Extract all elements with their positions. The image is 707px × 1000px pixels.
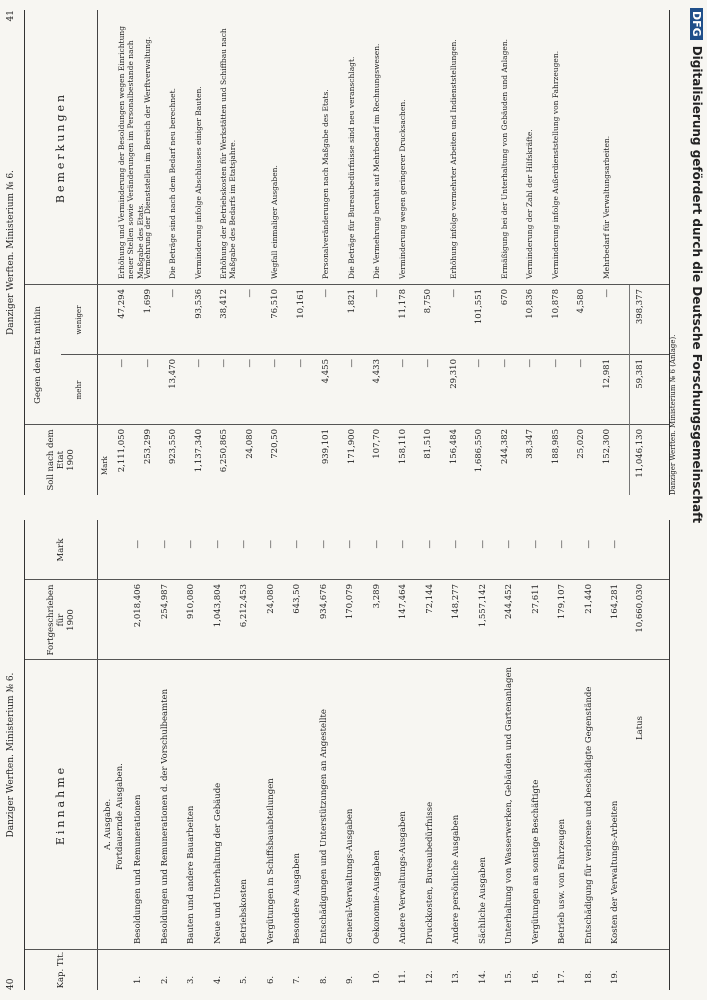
row-value: 164,281	[610, 584, 620, 620]
unit-label: Mark	[101, 456, 109, 475]
kap-number: 18.	[583, 970, 594, 984]
kap-number: 19.	[610, 970, 620, 984]
soll-value: 6,250,865	[219, 429, 229, 473]
weniger-value: 670	[499, 289, 510, 306]
row-value: 2,018,406	[133, 584, 143, 628]
weniger-value: —	[448, 289, 459, 298]
left-page	[0, 520, 680, 990]
row-value-2: —	[371, 540, 382, 549]
left-page-title: Danziger Werften. Ministerium № 6.	[6, 672, 16, 838]
mehr-value: 29,310	[448, 359, 459, 389]
row-value-2: —	[424, 540, 435, 549]
weniger-value: 47,294	[117, 289, 127, 319]
row-value: 6,212,453	[239, 584, 249, 628]
kap-number: 7.	[292, 975, 302, 984]
row-value: 170,079	[345, 584, 355, 620]
row-value: 27,611	[530, 584, 541, 614]
row-label: Besoldungen und Remunerationen d. der Vorschulbeamten	[159, 688, 170, 944]
kap-number: 10.	[371, 970, 382, 984]
remark-text: Vermehrung der Dienststellen im Bereich der Werftverwaltung.	[142, 36, 152, 279]
row-value-2: —	[292, 540, 302, 549]
row-value: 179,107	[557, 584, 567, 620]
kap-number: 12.	[424, 970, 435, 984]
remark-text: Die Vermehrung beruht auf Mehrbedarf im Rechnungswesen.	[372, 43, 381, 279]
remark-text: Mehrbedarf für Verwaltungsarbeiten.	[601, 135, 611, 279]
row-value-2: —	[345, 540, 355, 549]
fortgeschrieben-header	[25, 580, 97, 660]
row-label: Andere persönliche Ausgaben	[451, 814, 461, 944]
mehr-value: 12,981	[601, 359, 612, 389]
mehr-value: —	[397, 359, 408, 368]
latus-value: 10,660,030	[635, 584, 645, 633]
remark-text: Verminderung infolge Außerdienststellung von Fahrzeugen.	[550, 50, 560, 279]
row-label: Vergütungen an sonstige Beschäftigte	[530, 779, 541, 944]
kap-number: 3.	[186, 975, 196, 984]
mehr-value: 4,455	[321, 359, 331, 384]
fortgeschrieben-year: 1900	[66, 609, 77, 631]
row-value-2: —	[557, 540, 567, 549]
soll-value: 720,50	[270, 429, 280, 459]
weniger-value: 1,699	[142, 289, 153, 314]
total-soll: 11,046,130	[635, 429, 645, 478]
weniger-value: 76,510	[270, 289, 280, 319]
row-value: 3,289	[371, 584, 382, 609]
mehr-value: —	[193, 359, 204, 368]
remark-text: Verminderung wegen geringerer Drucksachen.	[397, 99, 407, 279]
row-value: 21,440	[583, 584, 594, 614]
mehr-value: —	[295, 359, 306, 368]
mehr-value: —	[117, 359, 127, 368]
weniger-value: —	[321, 289, 331, 298]
row-label: Besondere Ausgaben	[292, 853, 302, 944]
soll-year: 1900	[66, 449, 77, 471]
left-table-header	[25, 520, 98, 990]
row-value: 244,452	[504, 584, 514, 620]
soll-value: 171,900	[346, 429, 357, 465]
kap-number: 4.	[212, 975, 223, 984]
mehr-value: —	[244, 359, 255, 368]
remark-text: Wegfall einmaliger Ausgaben.	[270, 165, 279, 279]
row-label: Oekonomie-Ausgaben	[371, 850, 382, 944]
weniger-value: —	[244, 289, 255, 298]
col-divider	[25, 284, 669, 285]
row-value: 72,144	[424, 584, 435, 614]
row-value: 643,50	[292, 584, 302, 614]
dfg-watermark	[685, 8, 705, 988]
row-label: Andere Verwaltungs-Ausgaben	[398, 811, 408, 944]
row-value-2: —	[239, 540, 249, 549]
soll-value: 253,299	[142, 429, 153, 465]
row-value-2: —	[186, 540, 196, 549]
kap-number: 1.	[133, 975, 143, 984]
mehr-value: 4,433	[372, 359, 382, 384]
remark-text: Verminderung infolge Abschlusses einiger Bauten.	[193, 86, 203, 279]
soll-label: Soll nach dem Etat	[45, 429, 66, 491]
remark-text: Verminderung der Zahl der Hilfskräfte.	[525, 129, 534, 279]
row-value: 934,676	[318, 584, 329, 620]
row-label: Vergütungen in Schiffsbauabteilungen	[265, 778, 276, 944]
kap-number: 9.	[345, 975, 355, 984]
section-a-sub: Fortdauernde Ausgaben.	[115, 763, 125, 870]
mehr-value: —	[474, 359, 484, 368]
weniger-header: weniger	[74, 305, 83, 335]
right-table-header	[25, 10, 98, 495]
soll-value: 158,110	[397, 429, 408, 465]
row-value-2: —	[583, 540, 594, 549]
soll-value: 939,101	[321, 429, 331, 465]
weniger-value: 1,821	[346, 289, 357, 314]
soll-value: 25,020	[576, 429, 586, 459]
right-page-title: Danziger Werften. Ministerium № 6.	[6, 170, 16, 335]
right-page	[0, 10, 680, 495]
kap-number: 8.	[318, 975, 329, 984]
row-value-2: —	[398, 540, 408, 549]
left-page-number: 40	[6, 978, 16, 990]
soll-value: 81,510	[423, 429, 433, 459]
mehr-value: —	[346, 359, 357, 368]
weniger-value: 38,412	[219, 289, 229, 319]
remark-text: Erhöhung und Verminderung der Besoldungen wegen Einrichtung neuer Stellen sowie Veränderungen im Personalbestande nach Maßgabe des Etats.	[117, 25, 145, 279]
row-value: 1,043,804	[212, 584, 223, 628]
row-label: Sächliche Ausgaben	[477, 857, 488, 944]
soll-value: 923,550	[168, 429, 178, 465]
right-table	[24, 10, 677, 495]
remark-text: Erhöhung infolge vermehrter Arbeiten und Indienststellungen.	[448, 39, 458, 279]
row-value-2: —	[504, 540, 514, 549]
mehr-value: —	[525, 359, 535, 368]
row-value: 24,080	[265, 584, 276, 614]
kap-number: 11.	[398, 970, 408, 984]
kap-number: 2.	[159, 975, 170, 984]
soll-value: 1,137,340	[193, 429, 204, 473]
fortgeschrieben-label: Fortgeschrieben für	[45, 584, 66, 656]
row-label: Betrieb usw. von Fahrzeugen	[557, 818, 567, 944]
row-value-2: —	[212, 540, 223, 549]
kap-number: 5.	[239, 975, 249, 984]
total-weniger: 398,377	[635, 289, 645, 325]
soll-value: 107,70	[372, 429, 382, 459]
row-label: General-Verwaltungs-Ausgaben	[345, 808, 355, 944]
soll-value: 2,111,050	[117, 429, 127, 473]
row-label: Unterhaltung von Wasserwerken, Gebäuden und Gartenanlagen	[504, 667, 514, 944]
dfg-watermark-text	[686, 8, 704, 988]
row-value-2: —	[610, 540, 620, 549]
mehr-value: —	[270, 359, 280, 368]
kap-number: 17.	[557, 970, 567, 984]
remark-text: Erhöhung der Betriebskosten für Werkstätten und Schiffbau nach Maßgabe des Bedarfs im Etatsjahre.	[219, 28, 238, 279]
weniger-value: 8,750	[423, 289, 433, 314]
row-label: Entschädigungen und Unterstützungen an Angestellte	[318, 709, 329, 944]
einnahme-header: Einnahme	[54, 764, 68, 846]
weniger-value: —	[601, 289, 612, 298]
remark-text: Personalveränderungen nach Maßgabe des Etats.	[321, 89, 330, 279]
weniger-value: —	[372, 289, 382, 298]
soll-value: 1,686,550	[474, 429, 484, 473]
kap-tit-header: Kap. Tit.	[55, 951, 66, 989]
row-value-2: —	[318, 540, 329, 549]
row-label: Kosten der Verwaltungs-Arbeiten	[610, 800, 620, 944]
mehr-value: 13,470	[168, 359, 178, 389]
kap-number: 14.	[477, 970, 488, 984]
row-value-2: —	[159, 540, 170, 549]
weniger-value: 10,878	[550, 289, 561, 319]
weniger-value: 101,551	[474, 289, 484, 325]
section-a: A. Ausgabe.	[103, 798, 113, 850]
kap-number: 15.	[504, 970, 514, 984]
row-value: 148,277	[451, 584, 461, 620]
row-value: 1,557,142	[477, 584, 488, 628]
soll-header	[25, 425, 97, 495]
row-value-2: —	[451, 540, 461, 549]
bemerkungen-header: Bemerkungen	[54, 91, 68, 204]
remark-text: Die Beträge sind nach dem Bedarf neu berechnet.	[168, 87, 177, 279]
kap-number: 16.	[530, 970, 541, 984]
weniger-value: —	[168, 289, 178, 298]
row-label: Entschädigung für verlorene und beschädigte Gegenstände	[583, 686, 594, 944]
mehr-value: —	[550, 359, 561, 368]
left-table	[24, 520, 670, 990]
col-divider	[25, 949, 669, 950]
soll-value: 244,382	[499, 429, 510, 465]
soll-value: 156,484	[448, 429, 459, 465]
remark-text: Die Beträge für Bureaubedürfnisse sind neu veranschlagt.	[346, 56, 356, 279]
dfg-logo: DFG	[690, 8, 703, 40]
footnote: Danziger Werften. Ministerium № 6 (Anlage).	[668, 334, 677, 495]
remark-text: Ermäßigung bei der Unterhaltung von Gebäuden und Anlagen.	[499, 38, 509, 279]
row-label: Besoldungen und Remunerationen	[133, 794, 143, 944]
soll-value: 152,300	[601, 429, 612, 465]
row-value-2: —	[530, 540, 541, 549]
soll-value: 24,080	[244, 429, 255, 459]
mehr-value: —	[576, 359, 586, 368]
mehr-value: —	[423, 359, 433, 368]
kap-number: 13.	[451, 970, 461, 984]
row-label: Druckkosten, Bureaubedürfnisse	[424, 801, 435, 944]
latus-label: Latus	[635, 716, 645, 740]
left-page-header	[6, 520, 20, 990]
weniger-value: 11,178	[397, 289, 408, 319]
gegen-header: Gegen den Etat mithin	[33, 306, 43, 404]
mehr-header: mehr	[74, 380, 83, 400]
mehr-value: —	[142, 359, 153, 368]
weniger-value: 93,536	[193, 289, 204, 319]
soll-value: 188,985	[550, 429, 561, 465]
total-mehr: 59,381	[635, 359, 645, 389]
row-value-2: —	[265, 540, 276, 549]
total-line	[629, 285, 630, 495]
row-value-2: —	[477, 540, 488, 549]
right-page-number: 41	[6, 10, 16, 22]
weniger-value: 10,836	[525, 289, 535, 319]
row-label: Neue und Unterhaltung der Gebäude	[212, 782, 223, 944]
weniger-value: 4,580	[576, 289, 586, 314]
row-label: Bauten und andere Bauarbeiten	[186, 805, 196, 944]
mehr-value: —	[219, 359, 229, 368]
soll-value: 38,347	[525, 429, 535, 459]
dfg-credit: Digitalisierung gefördert durch die Deutsche Forschungsgemeinschaft	[690, 45, 704, 524]
mehr-value: —	[499, 359, 510, 368]
row-value: 254,987	[159, 584, 170, 620]
right-page-header	[6, 10, 20, 495]
weniger-value: 10,161	[295, 289, 306, 319]
row-value: 147,464	[398, 584, 408, 620]
row-label: Betriebskosten	[239, 879, 249, 944]
kap-number: 6.	[265, 975, 276, 984]
row-value-2: —	[133, 540, 143, 549]
mark-header: Mark	[55, 538, 66, 562]
row-value: 910,080	[186, 584, 196, 620]
